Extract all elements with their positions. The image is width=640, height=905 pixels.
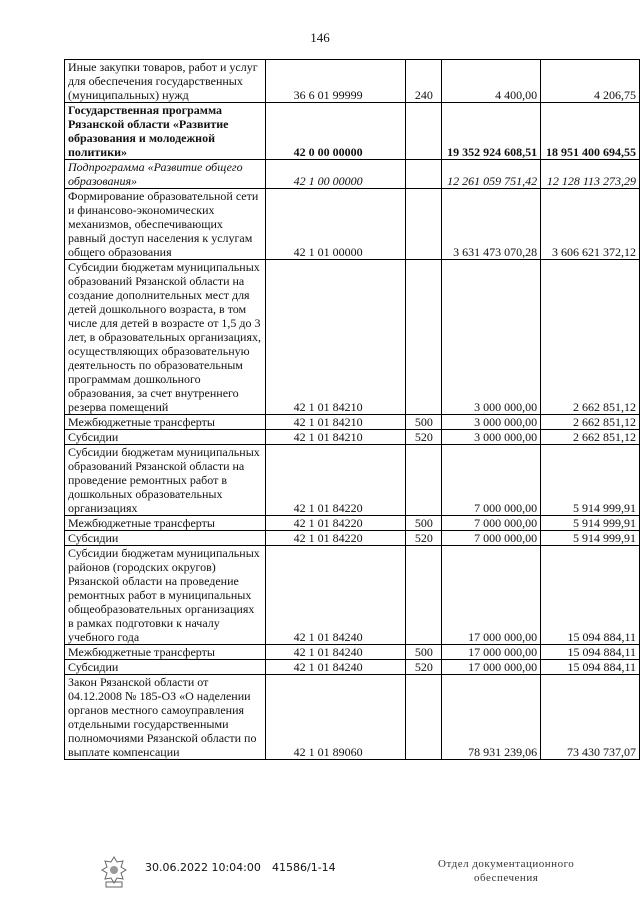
row-code-cell: 42 0 00 00000 [265, 103, 406, 160]
table-row [65, 531, 640, 546]
budget-table [64, 59, 640, 760]
row-amount-actual-cell: 5 914 999,91 [541, 516, 640, 531]
row-amount-plan-cell: 3 000 000,00 [442, 430, 541, 445]
table-row [65, 445, 640, 516]
row-amount-plan-cell: 3 000 000,00 [442, 415, 541, 430]
table-row [65, 189, 640, 260]
table-row [65, 260, 640, 415]
table-row [65, 645, 640, 660]
row-vr-cell [406, 260, 442, 415]
row-code-cell: 36 6 01 99999 [265, 60, 406, 103]
row-vr-cell [406, 160, 442, 189]
row-code-cell: 42 1 01 84210 [265, 260, 406, 415]
department-stamp [438, 857, 574, 885]
row-name-cell: Субсидии [65, 531, 266, 546]
row-vr-cell: 520 [406, 531, 442, 546]
row-code-cell: 42 1 01 84210 [265, 415, 406, 430]
row-vr-cell: 520 [406, 430, 442, 445]
row-amount-plan-cell: 4 400,00 [442, 60, 541, 103]
row-amount-actual-cell: 18 951 400 694,55 [541, 103, 640, 160]
row-name-cell: Межбюджетные трансферты [65, 645, 266, 660]
row-amount-plan-cell: 3 000 000,00 [442, 260, 541, 415]
row-amount-actual-cell: 3 606 621 372,12 [541, 189, 640, 260]
row-vr-cell [406, 189, 442, 260]
row-name-cell: Межбюджетные трансферты [65, 415, 266, 430]
row-vr-cell [406, 546, 442, 645]
department-line-1: Отдел документационного [438, 858, 575, 870]
document-footer [0, 855, 640, 905]
row-code-cell: 42 1 01 84240 [265, 660, 406, 675]
table-row [65, 103, 640, 160]
row-code-cell: 42 1 01 84220 [265, 516, 406, 531]
table-row [65, 660, 640, 675]
row-amount-actual-cell: 73 430 737,07 [541, 675, 640, 760]
row-name-cell: Субсидии [65, 430, 266, 445]
row-amount-plan-cell: 12 261 059 751,42 [442, 160, 541, 189]
row-vr-cell: 240 [406, 60, 442, 103]
page-number: 146 [310, 30, 330, 45]
coat-of-arms-icon [98, 855, 130, 889]
row-vr-cell: 500 [406, 415, 442, 430]
row-name-cell: Подпрограмма «Развитие общего образования» [65, 160, 266, 189]
row-name-cell: Межбюджетные трансферты [65, 516, 266, 531]
row-amount-actual-cell: 2 662 851,12 [541, 415, 640, 430]
row-name-cell: Государственная программа Рязанской области «Развитие образования и молодежной политики» [65, 103, 266, 160]
row-amount-actual-cell: 4 206,75 [541, 60, 640, 103]
row-code-cell: 42 1 00 00000 [265, 160, 406, 189]
table-row [65, 675, 640, 760]
row-amount-actual-cell: 15 094 884,11 [541, 660, 640, 675]
row-code-cell: 42 1 01 84240 [265, 546, 406, 645]
row-code-cell: 42 1 01 84210 [265, 430, 406, 445]
row-vr-cell: 520 [406, 660, 442, 675]
row-name-cell: Субсидии бюджетам муниципальных образований Рязанской области на создание дополнительных мест для детей дошкольного возраста, в том числе для детей в возрасте от 1,5 до 3 лет, в образовательных организациях, осуществляющих образовательную деятельность по образовательным программам дошкольного образования, за счет внутреннего резерва помещений [65, 260, 266, 415]
row-code-cell: 42 1 01 84220 [265, 531, 406, 546]
row-amount-actual-cell: 2 662 851,12 [541, 260, 640, 415]
row-amount-actual-cell: 15 094 884,11 [541, 645, 640, 660]
row-amount-plan-cell: 17 000 000,00 [442, 660, 541, 675]
row-amount-actual-cell: 5 914 999,91 [541, 445, 640, 516]
table-row [65, 160, 640, 189]
row-amount-plan-cell: 78 931 239,06 [442, 675, 541, 760]
timestamp: 30.06.2022 10:04:00 [145, 861, 261, 874]
row-code-cell: 42 1 01 84240 [265, 645, 406, 660]
row-amount-plan-cell: 17 000 000,00 [442, 645, 541, 660]
document-number: 41586/1-14 [272, 861, 336, 874]
row-code-cell: 42 1 01 00000 [265, 189, 406, 260]
row-name-cell: Формирование образовательной сети и финансово-экономических механизмов, обеспечивающих равный доступ населения к услугам общего образования [65, 189, 266, 260]
row-amount-plan-cell: 7 000 000,00 [442, 531, 541, 546]
row-amount-actual-cell: 15 094 884,11 [541, 546, 640, 645]
row-amount-plan-cell: 17 000 000,00 [442, 546, 541, 645]
row-vr-cell [406, 103, 442, 160]
row-amount-actual-cell: 2 662 851,12 [541, 430, 640, 445]
row-amount-plan-cell: 19 352 924 608,51 [442, 103, 541, 160]
row-name-cell: Иные закупки товаров, работ и услуг для обеспечения государственных (муниципальных) нужд [65, 60, 266, 103]
row-code-cell: 42 1 01 84220 [265, 445, 406, 516]
row-vr-cell [406, 445, 442, 516]
row-name-cell: Закон Рязанской области от 04.12.2008 № 185-ОЗ «О наделении органов местного самоуправления отдельными государственными полномочиями Рязанской области по выплате компенсации [65, 675, 266, 760]
row-amount-actual-cell: 5 914 999,91 [541, 531, 640, 546]
row-amount-actual-cell: 12 128 113 273,29 [541, 160, 640, 189]
row-amount-plan-cell: 7 000 000,00 [442, 516, 541, 531]
row-name-cell: Субсидии бюджетам муниципальных образований Рязанской области на проведение ремонтных работ в дошкольных образовательных организациях [65, 445, 266, 516]
row-amount-plan-cell: 3 631 473 070,28 [442, 189, 541, 260]
row-vr-cell: 500 [406, 645, 442, 660]
row-name-cell: Субсидии бюджетам муниципальных районов (городских округов) Рязанской области на проведение ремонтных работ в муниципальных общеобразовательных организациях в рамках подготовки к началу учебного года [65, 546, 266, 645]
row-code-cell: 42 1 01 89060 [265, 675, 406, 760]
row-name-cell: Субсидии [65, 660, 266, 675]
department-line-2: обеспечения [474, 872, 539, 884]
row-vr-cell: 500 [406, 516, 442, 531]
table-row [65, 546, 640, 645]
table-row [65, 430, 640, 445]
row-vr-cell [406, 675, 442, 760]
table-row [65, 415, 640, 430]
table-row [65, 60, 640, 103]
row-amount-plan-cell: 7 000 000,00 [442, 445, 541, 516]
table-row [65, 516, 640, 531]
